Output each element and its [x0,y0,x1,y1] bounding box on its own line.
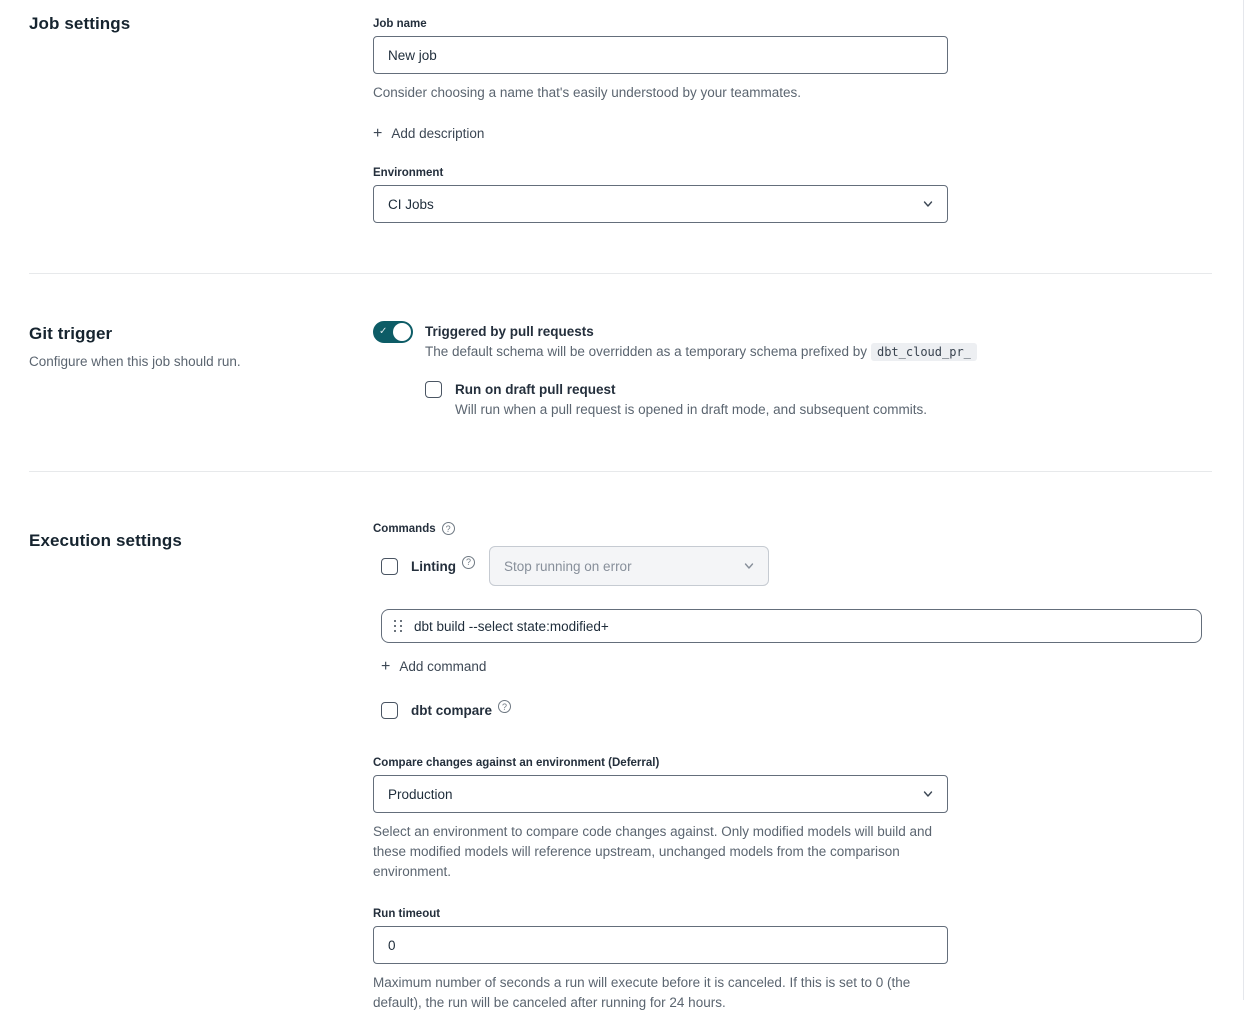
pull-request-toggle[interactable] [373,321,413,343]
chevron-down-icon [744,561,754,571]
chevron-down-icon [923,199,933,209]
commands-help-icon[interactable]: ? [442,522,455,535]
pull-request-toggle-description [425,342,977,362]
environment-label: Environment [373,167,444,179]
plus-icon: + [381,657,391,675]
command-row[interactable] [381,609,1202,643]
deferral-label: Compare changes against an environment (Deferral) [373,757,660,769]
job-settings-section [29,0,1212,273]
commands-label: Commands [373,522,436,535]
git-trigger-subheading: Configure when this job should run. [29,354,241,369]
deferral-select-value: Production [388,786,453,802]
add-description-button[interactable] [373,126,484,141]
toggle-knob [393,323,411,341]
add-command-label: Add command [399,659,487,674]
environment-select[interactable] [373,185,948,223]
job-settings-heading: Job settings [29,14,131,33]
pull-request-toggle-label: Triggered by pull requests [425,324,594,339]
plus-icon: + [373,124,383,142]
job-name-input[interactable] [373,36,948,74]
schema-prefix-chip: dbt_cloud_pr_ [871,343,977,361]
add-command-button[interactable] [381,659,486,674]
execution-settings-heading: Execution settings [29,531,182,550]
toggle-description-text: The default schema will be overridden as a temporary schema prefixed by [425,344,867,359]
dbt-compare-checkbox[interactable] [381,702,398,719]
git-trigger-heading: Git trigger [29,324,113,343]
draft-pull-request-description: Will run when a pull request is opened in draft mode, and subsequent commits. [455,402,928,417]
environment-select-value: CI Jobs [388,196,434,212]
dbt-compare-help-icon[interactable]: ? [498,700,511,713]
linting-label: Linting [411,558,456,574]
chevron-down-icon [923,789,933,799]
run-timeout-input[interactable] [373,926,948,964]
job-name-label: Job name [373,18,427,30]
job-name-help-text: Consider choosing a name that's easily understood by your teammates. [373,85,802,100]
toggle-check-icon: ✓ [379,326,388,337]
command-text[interactable]: dbt build --select state:modified+ [414,618,609,634]
add-description-label: Add description [391,126,485,141]
dbt-compare-label: dbt compare [411,703,493,718]
panel-right-border [1243,0,1244,1000]
execution-settings-section [29,472,1212,1013]
run-timeout-help-text: Maximum number of seconds a run will execute before it is canceled. If this is set to 0 (the default), the run will be canceled after running for 24 hours. [373,975,911,1010]
git-trigger-section [29,274,1212,471]
deferral-help-text: Select an environment to compare code changes against. Only modified models will build and these modified models will reference upstream, unchanged models from the comparison environment. [373,824,933,879]
draft-pull-request-checkbox[interactable] [425,381,442,398]
linting-mode-select [489,546,769,586]
linting-mode-value: Stop running on error [503,558,632,574]
run-timeout-label: Run timeout [373,908,441,920]
linting-help-icon[interactable]: ? [462,556,475,569]
linting-checkbox[interactable] [381,558,398,575]
deferral-select[interactable] [373,775,948,813]
draft-pull-request-label: Run on draft pull request [455,382,616,397]
drag-handle-icon[interactable] [394,620,402,632]
